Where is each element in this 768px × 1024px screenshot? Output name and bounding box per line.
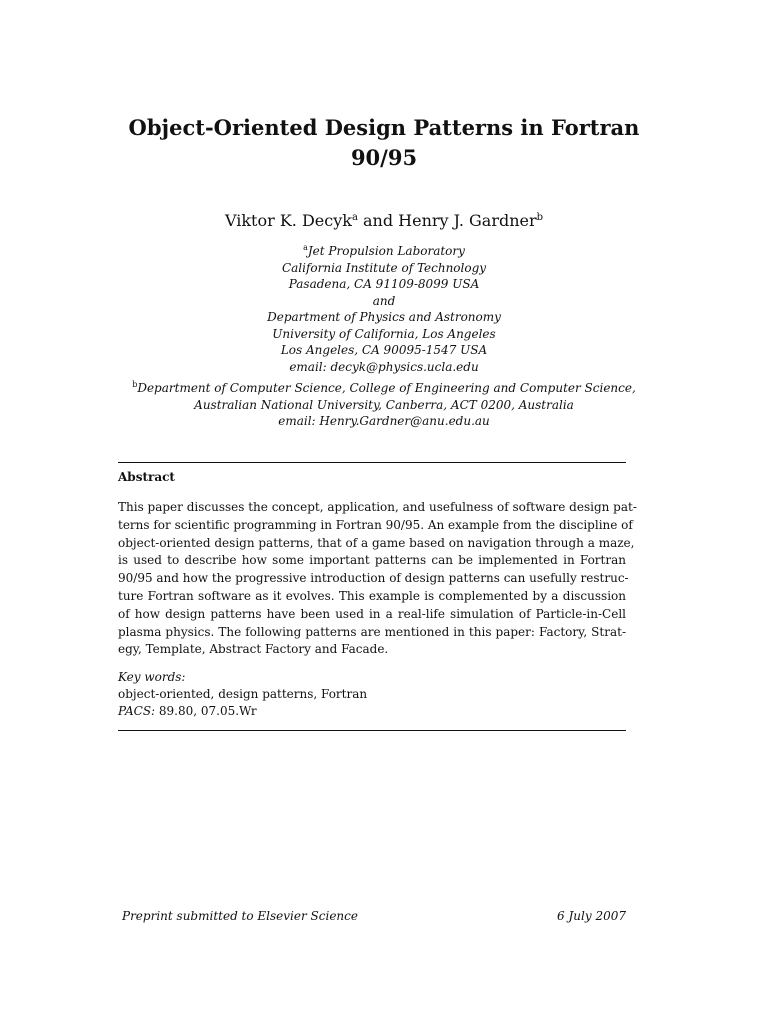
affiliation-b-line: Australian National University, Canberra, ACT 0200, Australia (194, 397, 574, 412)
affiliation-b-email: email: Henry.Gardner@anu.edu.au (278, 414, 490, 428)
author-gardner: Henry J. Gardner (398, 211, 537, 230)
preprint-note: Preprint submitted to Elsevier Science (122, 909, 358, 923)
abstract-line: terns for scientific programming in Fortran 90/95. An example from the discipline of (118, 517, 633, 532)
pacs-row (118, 703, 626, 720)
author-line (100, 207, 668, 232)
affiliation-a-line: University of California, Los Angeles (272, 326, 496, 341)
abstract-top-rule (118, 462, 626, 463)
title-line-2: 90/95 (350, 145, 418, 170)
abstract-line: of how design patterns have been used in a real-life simulation of Particle-in-Cell (118, 606, 626, 621)
abstract-line: 90/95 and how the progressive introduction of design patterns can usefully restruc- (118, 571, 629, 586)
author-gardner-affil-mark: b (536, 212, 544, 223)
abstract-line: ture Fortran software as it evolves. This example is complemented by a discussion (118, 588, 626, 603)
affiliation-a-line: $^a$Jet Propulsion Laboratory (303, 243, 465, 258)
author-decyk-affil-mark: a (351, 212, 358, 223)
abstract-bottom-rule (118, 730, 626, 731)
abstract-line: object-oriented design patterns, that of a game based on navigation through a maze, (118, 535, 635, 550)
affiliation-a-line: Los Angeles, CA 90095-1547 USA (280, 343, 488, 357)
affiliation-a-line: California Institute of Technology (281, 260, 487, 275)
affiliation-b (100, 377, 668, 430)
affiliation-a-mark: a (303, 243, 308, 252)
affiliation-a-line: and (372, 293, 396, 308)
abstract-line: This paper discusses the concept, application, and usefulness of software design pat- (118, 500, 637, 514)
keywords-block (118, 669, 626, 720)
abstract-text (118, 499, 637, 659)
paper-title (100, 113, 668, 173)
pacs-label: PACS: (118, 704, 156, 718)
preprint-date: 6 July 2007 (557, 909, 626, 923)
abstract-heading: Abstract (118, 470, 175, 484)
affiliation-a-line: Department of Physics and Astronomy (267, 310, 501, 324)
affiliation-b-line: $^b$Department of Computer Science, College of Engineering and Computer Science, (132, 380, 636, 395)
abstract-line: is used to describe how some important patterns can be implemented in Fortran (118, 553, 626, 568)
abstract-line: egy, Template, Abstract Factory and Facade. (118, 642, 389, 657)
title-line-1: Object-Oriented Design Patterns in Fortran (128, 115, 640, 140)
keywords-value: object-oriented, design patterns, Fortran (118, 687, 368, 701)
affiliation-a-email: email: decyk@physics.ucla.edu (289, 359, 479, 374)
affiliation-b-mark: b (132, 380, 138, 389)
affiliation-a (100, 240, 668, 375)
author-connector: and (357, 211, 399, 230)
pacs-value: 89.80, 07.05.Wr (155, 704, 257, 718)
affiliation-a-line: Pasadena, CA 91109-8099 USA (288, 277, 480, 291)
abstract-line: plasma physics. The following patterns are mentioned in this paper: Factory, Strat- (118, 624, 626, 639)
author-decyk: Viktor K. Decyk (224, 211, 352, 230)
keywords-label: Key words: (118, 670, 186, 684)
